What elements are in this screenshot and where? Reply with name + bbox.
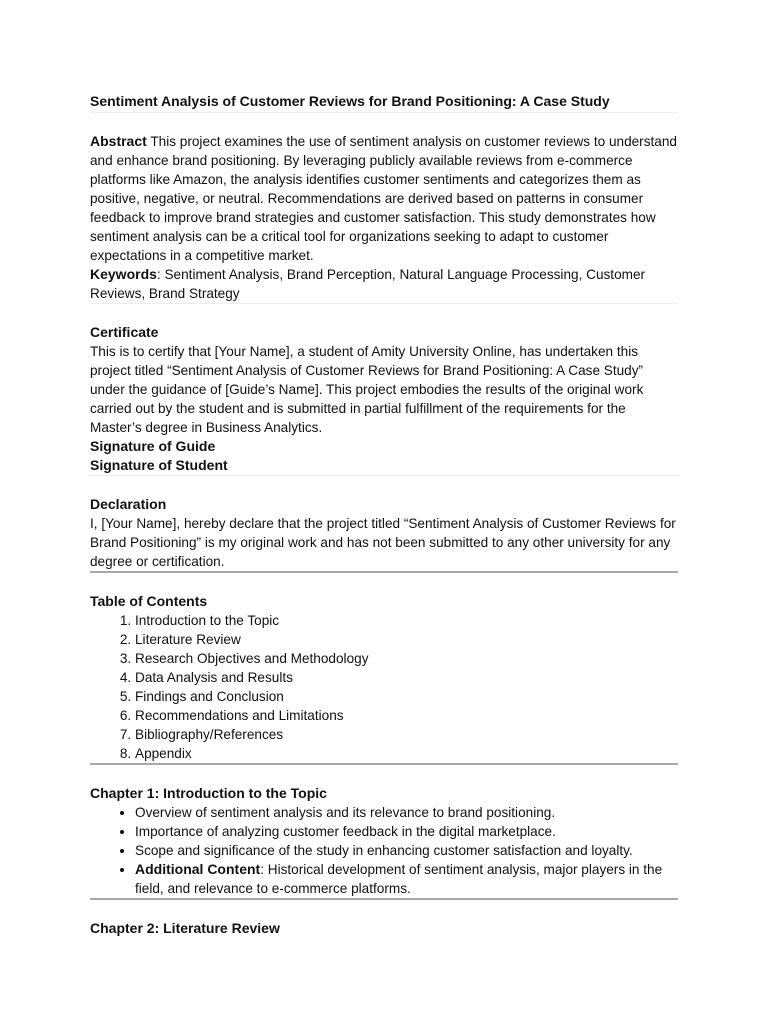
signature-guide: Signature of Guide	[90, 438, 216, 454]
abstract-paragraph	[90, 132, 678, 265]
toc-item: 6. Recommendations and Limitations	[135, 706, 678, 725]
toc-item: 4. Data Analysis and Results	[135, 668, 678, 687]
toc-item: 7. Bibliography/References	[135, 725, 678, 744]
chapter2-heading: Chapter 2: Literature Review	[90, 920, 280, 936]
abstract-text: This project examines the use of sentiment analysis on customer reviews to understand and enhance brand positioning. By leveraging publicly available reviews from e-commerce platforms like Amazon, the analysis identifies customer sentiments and categorizes them as positive, negative, or neutral. Recommendations are derived based on patterns in consumer feedback to improve brand strategies and customer satisfaction. This study demonstrates how sentiment analysis can be a critical tool for organizations seeking to adapt to customer expectations in a competitive market.	[90, 134, 677, 263]
certificate-text: This is to certify that [Your Name], a student of Amity University Online, has undertaken this project titled “Sentiment Analysis of Customer Reviews for Brand Positioning: A Case Study” under the guidance of [Guide’s Name]. This project embodies the results of the original work carried out by the student and is submitted in partial fulfillment of the requirements for the Master’s degree in Business Analytics.	[90, 344, 644, 435]
keywords-paragraph	[90, 265, 678, 303]
toc-heading: Table of Contents	[90, 593, 208, 609]
keywords-label: Keywords	[90, 266, 157, 282]
list-item: • Scope and significance of the study in enhancing customer satisfaction and loyalty.	[135, 841, 678, 860]
document-body	[90, 91, 678, 938]
declaration-heading: Declaration	[90, 496, 167, 512]
document-title: Sentiment Analysis of Customer Reviews for Brand Positioning: A Case Study	[90, 93, 610, 109]
additional-content-text: : Historical development of sentiment analysis, major players in the field, and relevance to e-commerce platforms.	[135, 862, 663, 896]
toc-item: 5. Findings and Conclusion	[135, 687, 678, 706]
toc-item: 3. Research Objectives and Methodology	[135, 649, 678, 668]
toc-list	[90, 611, 678, 763]
declaration-text: I, [Your Name], hereby declare that the project titled “Sentiment Analysis of Customer Reviews for Brand Positioning” is my original work and has not been submitted to any other university for any degree or certification.	[90, 516, 676, 569]
chapter1-heading: Chapter 1: Introduction to the Topic	[90, 785, 327, 801]
list-item: • Importance of analyzing customer feedback in the digital marketplace.	[135, 822, 678, 841]
toc-item: 2. Literature Review	[135, 630, 678, 649]
toc-item: 8. Appendix	[135, 744, 678, 763]
keywords-text: : Sentiment Analysis, Brand Perception, Natural Language Processing, Customer Reviews, Brand Strategy	[90, 267, 646, 301]
list-item	[135, 860, 678, 898]
signature-student: Signature of Student	[90, 457, 228, 473]
abstract-label: Abstract	[90, 133, 147, 149]
toc-item: 1. Introduction to the Topic	[135, 611, 678, 630]
certificate-heading: Certificate	[90, 324, 159, 340]
chapter1-list	[90, 803, 678, 898]
list-item: • Overview of sentiment analysis and its relevance to brand positioning.	[135, 803, 678, 822]
additional-content-label: Additional Content	[135, 861, 261, 877]
